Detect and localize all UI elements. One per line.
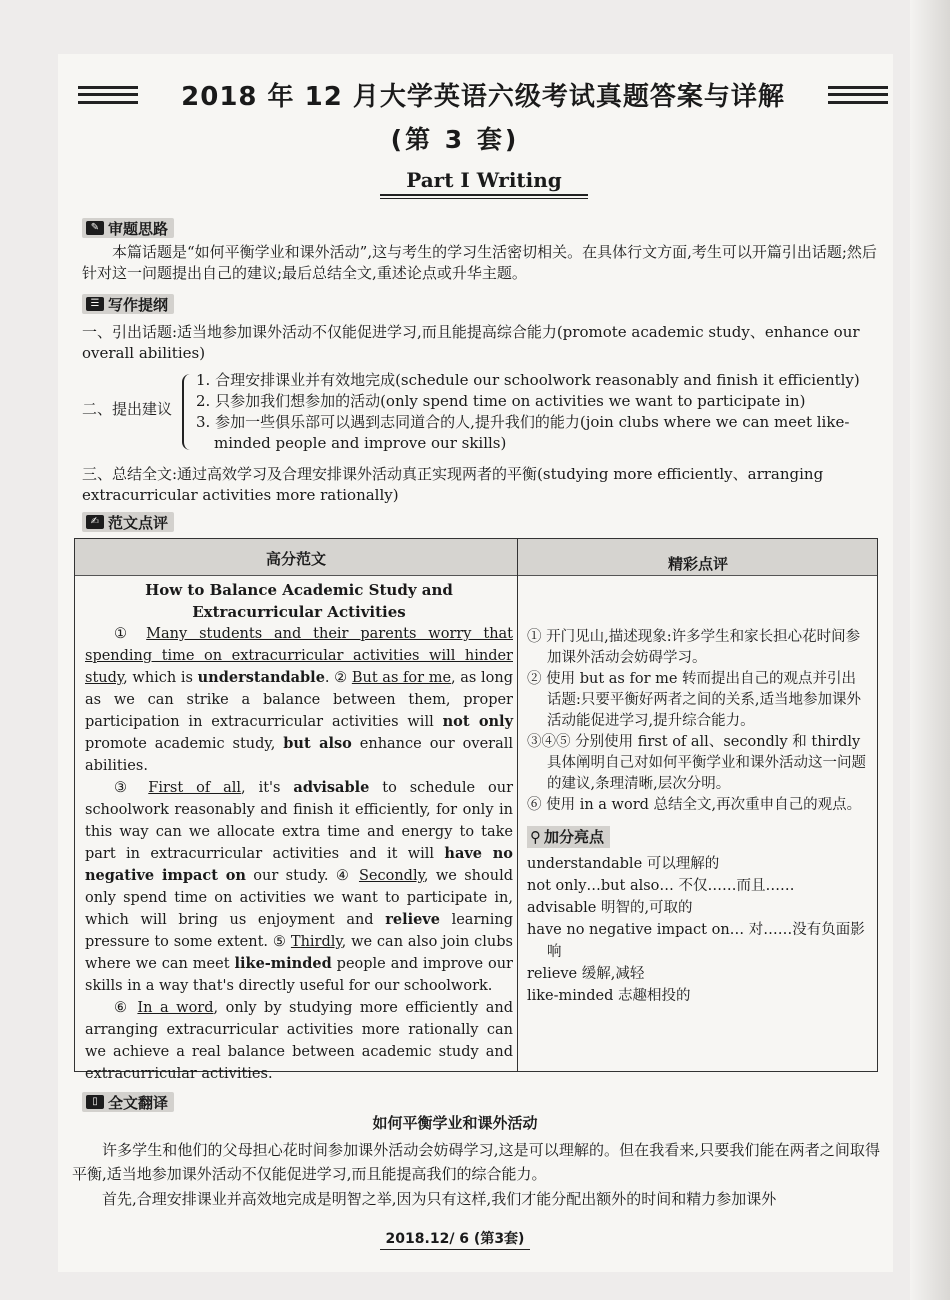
bonus-item: like-minded 志趣相投的 (527, 987, 691, 1004)
underlined-text: Thirdly (290, 934, 342, 950)
sentence-number: ③ (114, 780, 149, 796)
section-tag-analysis (82, 218, 174, 238)
comment-item: ② 使用 but as for me 转而提出自己的观点并引出话题:只要平衡好两者之间的关系,适当地参加课外活动能促进学习,提升综合能力。 (527, 671, 861, 729)
translation-paragraph-2: 首先,合理安排课业并高效地完成是明智之举,因为只有这样,我们才能分配出额外的时间和精力参加课外 (102, 1190, 777, 1208)
highlight-word: have no negative impact on (85, 845, 513, 884)
comments-column (527, 627, 867, 1007)
highlight-word: relieve (385, 911, 440, 928)
header-comments: 精彩点评 (667, 555, 728, 573)
header-model-essay: 高分范文 (265, 550, 326, 568)
underlined-text: In a word (137, 1000, 214, 1016)
essay-title-line-1: How to Balance Academic Study and (145, 581, 453, 599)
essay-title (85, 579, 513, 623)
analysis-text: 本篇话题是“如何平衡学业和课外活动”,这与考生的学习生活密切相关。在具体行文方面,考生可以开篇引出话题;然后针对这一问题提出自己的建议;最后总结全文,重述论点或升华主题。 (82, 243, 877, 282)
outline-point-3: 三、总结全文:通过高效学习及合理安排课外活动真正实现两者的平衡(studying more efficiently、arranging extracurricular activities more rationally) (82, 465, 824, 504)
essay-text: . ② (324, 670, 352, 686)
essay-paragraph-1 (85, 623, 513, 777)
title-decor-left (78, 86, 138, 104)
outline-suggestion: 1. 合理安排课业并有效地完成(schedule our schoolwork reasonably and finish it efficiently) (196, 371, 860, 389)
essay-text: our study. ④ (245, 868, 359, 884)
bonus-tag (527, 826, 610, 848)
lightbulb-icon: ✎ (86, 221, 104, 235)
sentence-number: ⑥ (114, 1000, 138, 1016)
section-tag-label: 写作提纲 (108, 295, 169, 314)
essay-text: , as long as we can strike a balance between them, proper participation in extracurricular activities will (85, 670, 513, 730)
underlined-text: First of all (148, 780, 242, 796)
section-tag-label: 全文翻译 (108, 1093, 169, 1112)
outline-suggestion: 2. 只参加我们想参加的活动(only spend time on activities we want to participate in) (196, 392, 806, 410)
page-edge-shadow (910, 0, 950, 1300)
comment-item: ⑥ 使用 in a word 总结全文,再次重申自己的观点。 (527, 797, 862, 813)
brace-symbol (182, 374, 196, 450)
title-decor-right (828, 86, 888, 104)
bonus-item: not only…but also… 不仅……而且…… (527, 877, 795, 894)
outline-suggestion: 3. 参加一些俱乐部可以遇到志同道合的人,提升我们的能力(join clubs where we can meet like-minded people and improve our skills) (196, 413, 850, 452)
section-tag-label: 范文点评 (108, 513, 169, 532)
bonus-item: relieve 缓解,减轻 (527, 965, 645, 982)
outline-point-1: 一、引出话题:适当地参加课外活动不仅能促进学习,而且能提高综合能力(promote academic study、enhance our overall abilities) (82, 323, 860, 362)
essay-title-line-2: Extracurricular Activities (192, 603, 406, 621)
document-icon: ▯ (86, 1095, 104, 1109)
outline-point-2-items (196, 370, 876, 454)
translation-paragraph-1: 许多学生和他们的父母担心花时间参加课外活动会妨碍学习,这是可以理解的。但在我看来,只要我们能在两者之间取得平衡,适当地参加课外活动不仅能促进学习,而且能提高我们的综合能力。 (72, 1141, 880, 1183)
highlight-word: but also (283, 735, 352, 752)
essay-text: , only by studying more efficiently and arranging extracurricular activities more rationally can we achieve a real balance between academic study and extracurricular activities. (85, 1000, 514, 1082)
comment-item: ① 开门见山,描述现象:许多学生和家长担心花时间参加课外活动会妨碍学习。 (527, 629, 861, 666)
outline-icon: ☰ (86, 297, 104, 311)
essay-paragraph-2 (85, 777, 513, 997)
essay-text: , we can also join clubs where we can meet (85, 934, 513, 972)
pen-icon: ✍ (86, 515, 104, 529)
essay-text: learning pressure to some extent. ⑤ (85, 912, 513, 950)
bonus-item: advisable 明智的,可取的 (527, 899, 693, 916)
sentence-number: ① (114, 626, 135, 642)
essay-text: , which is (123, 670, 198, 686)
highlight-word: like-minded (234, 955, 332, 972)
review-table (74, 538, 878, 1082)
page-subtitle: (第 3 套) (390, 125, 520, 154)
essay-text: promote academic study, (85, 736, 284, 752)
essay-text: enhance our overall abilities. (85, 736, 514, 774)
essay-text: people and improve our skills in a way that's directly useful for our schoolwork. (85, 956, 513, 994)
column-divider (517, 539, 518, 1071)
section-tag-translation (82, 1092, 174, 1112)
magnifier-icon: ⚲ (530, 827, 541, 846)
page-footer (0, 1228, 910, 1248)
section-tag-outline (82, 294, 174, 314)
highlight-word: not only (442, 713, 513, 730)
bonus-list (527, 853, 867, 1007)
highlight-word: understandable (197, 669, 325, 686)
underlined-text: But as for me (351, 670, 452, 686)
part-heading: Part I Writing (380, 168, 588, 196)
section-tag-label: 审题思路 (108, 219, 169, 238)
section-tag-review (82, 512, 174, 532)
title-row (78, 76, 888, 113)
comment-item: ③④⑤ 分别使用 first of all、secondly 和 thirdly 具体阐明自己对如何平衡学业和课外活动这一问题的建议,条理清晰,层次分明。 (527, 734, 866, 792)
translation-title: 如何平衡学业和课外活动 (372, 1114, 538, 1132)
underlined-text: Secondly (358, 868, 424, 884)
underlined-text: Many students and their parents worry that spending time on extracurricular activities will hinder study (85, 626, 514, 686)
bonus-item: understandable 可以理解的 (527, 855, 720, 872)
outline-point-2 (82, 370, 882, 456)
highlight-word: advisable (293, 779, 370, 796)
outline-point-2-label: 二、提出建议 (82, 400, 173, 418)
essay-paragraph-3 (85, 997, 513, 1085)
bonus-item: have no negative impact on… 对……没有负面影响 (527, 921, 865, 960)
essay-text: , we should only spend time on activities we want to participate in, which will bring us enjoyment and (85, 868, 513, 928)
model-essay (85, 579, 513, 1085)
table-header (75, 539, 877, 576)
page-number: 2018.12/ 6 (第3套) (380, 1231, 531, 1250)
page-title: 2018 年 12 月大学英语六级考试真题答案与详解 (181, 82, 785, 112)
essay-text: to schedule our schoolwork reasonably and finish it efficiently, for only in this way can we allocate extra time and energy to take part in extracurricular activities and it will (85, 780, 513, 862)
essay-text: , it's (241, 780, 294, 796)
bonus-tag-label: 加分亮点 (544, 827, 605, 846)
